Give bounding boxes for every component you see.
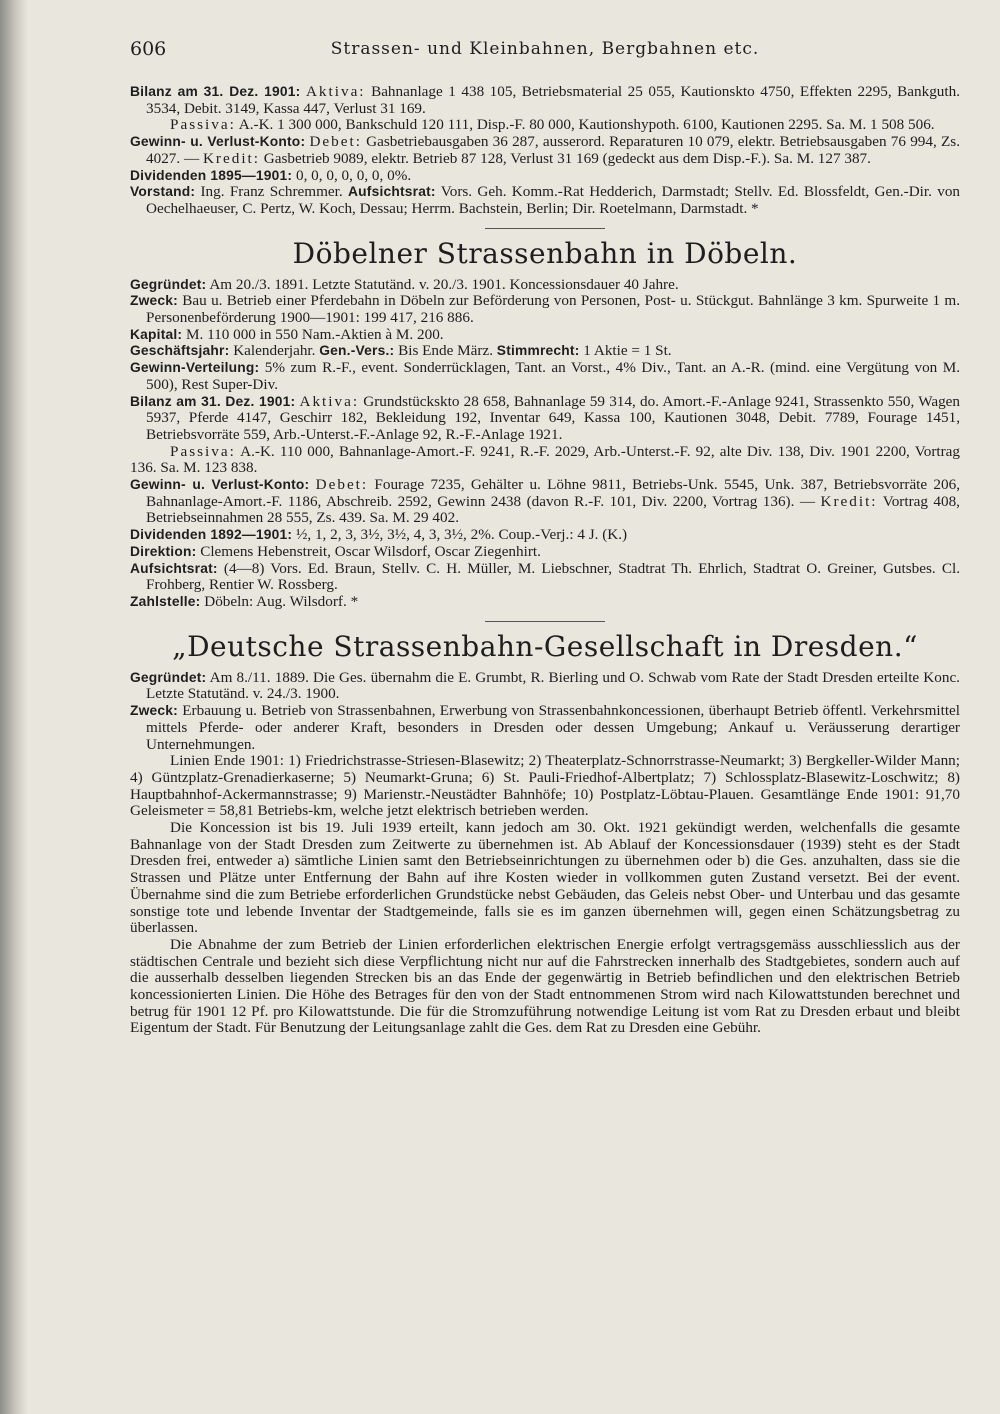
doebeln-gegruendet (130, 277, 960, 294)
prev-kredit-text: Gasbetrieb 9089, elektr. Betrieb 87 128, Verlust 31 169 (gedeckt aus dem Disp.-F.). Sa. M. 127 387. (263, 149, 871, 167)
doebeln-direktion-label: Direktion: (130, 543, 197, 559)
page-header (130, 38, 960, 66)
doebeln-aufsichtsrat (130, 561, 960, 594)
doebeln-direktion-text: Clemens Hebenstreit, Oscar Wilsdorf, Oscar Ziegenhirt. (200, 542, 541, 560)
section-divider (485, 228, 605, 229)
prev-aktiva-word: Aktiva: (305, 83, 366, 100)
doebeln-gegruendet-text: Am 20./3. 1891. Letzte Statutänd. v. 20./3. 1901. Koncessionsdauer 40 Jahre. (209, 275, 679, 293)
doebeln-dividenden (130, 527, 960, 544)
doebeln-zahl-text: Döbeln: Aug. Wilsdorf. * (204, 592, 359, 610)
doebeln-geschaeftsjahr (130, 343, 960, 360)
doebeln-zahl-label: Zahlstelle: (130, 593, 201, 609)
doebeln-zweck (130, 293, 960, 326)
prev-guv (130, 134, 960, 167)
doebeln-aktiva-word: Aktiva: (299, 392, 360, 410)
doebeln-kapital-label: Kapital: (130, 326, 183, 342)
doebeln-aktiva-text: Grundstückskto 28 658, Bahnanlage 59 314, do. Amort.-F.-Anlage 9241, Strassenkto 550, Wagen 5937, Pferde 4147, Geschirr 182, Bekleidung 192, Inventar 649, Kassa 100, Kautionen 3048, Debit. 7789, Fourage 1451, Betriebsvorräte 559, Arb.-Unterst.-F.-Anlage 92, R.-F.-Anlage 1921. (146, 392, 961, 443)
section-divider (485, 621, 605, 622)
dresden-koncession: Die Koncession ist bis 19. Juli 1939 erteilt, kann jedoch am 30. Okt. 1921 gekündigt werden, welchenfalls die gesamte Bahnanlage von der Stadt Dresden zum Zeitwerte zu übernehmen ist. Ab Ablauf der Koncessionsdauer (1939) steht es der Stadt Dresden frei, entweder a) sämtliche Linien samt den Betriebseinrichtungen zu übernehmen oder b) die Ges. anzuhalten, dass sie die Strassen und Plätze unter Entfernung der Bahn auf ihre Kosten wieder in vollkommen guten Zustand versetzt. Bei der event. Übernahme sind die zum Betriebe erforderlichen Grundstücke nebst Gebäuden, das Geleis nebst Ober- und Unterbau und das gesamte sonstige tote und lebende Inventar der Stadtgemeinde, falls sie es im ganzen übernehmen will, gegen einen Schätzungsbetrag zu überlassen. (130, 819, 960, 937)
doebeln-passiva (130, 444, 960, 477)
doebeln-passiva-text: A.-K. 110 000, Bahnanlage-Amort.-F. 9241, R.-F. 2029, Arb.-Unterst.-F. 92, alte Div. 138, Div. 1901 2200, Vortrag 136. Sa. M. 123 838. (130, 442, 960, 477)
dresden-abnahme: Die Abnahme der zum Betrieb der Linien erforderlichen elektrischen Energie erfolgt vertragsgemäss ausschliesslich aus der städtischen Centrale und bezieht sich diese Verpflichtung nicht nur auf die Fahrstrecken innerhalb des Stadtgebietes, sondern auch auf die ausserhalb desselben liegenden Strecken bis an das Ende der gegenwärtig in Betrieb befindlichen und den elektrischen Betrieb koncessionierten Linien. Die Höhe des Betrages für den von der Stadt entnommenen Strom wird nach Kilowattstunden berechnet und betrug für 1901 12 Pf. pro Kilowattstunde. Die für die Stromzuführung notwendige Leitung ist vom Rat zu Dresden erbaut und bleibt Eigentum der Stadt. Für Benutzung der Leitungsanlage zahlt die Ges. dem Rat zu Dresden eine Gebühr. (130, 935, 960, 1037)
doebeln-debet-word: Debet: (315, 476, 369, 494)
prev-vorstand-label: Vorstand: (130, 184, 196, 200)
doebeln-gv-label: Gen.-Vers.: (319, 343, 395, 359)
doebeln-gj-text: Kalenderjahr. (233, 342, 316, 360)
dresden-linien: Linien Ende 1901: 1) Friedrichstrasse-Striesen-Blasewitz; 2) Theaterplatz-Schnorrstrasse-Neumarkt; 3) Bergkeller-Wilder Mann; 4) Güntzplatz-Grenadierkaserne; 5) Neumarkt-Gruna; 6) St. Pauli-Friedhof-Albertplatz; 7) Schlossplatz-Blasewitz-Loschwitz; 8) Hauptbahnhof-Ackermannstrasse; 9) Marienstr.-Neustädter Bahnhöfe; 10) Postplatz-Löbtau-Plauen. Gesamtlänge Ende 1901: 91,70 Geleismeter = 58,81 Betriebs-km, welche jetzt elektrisch betrieben werden. (130, 752, 960, 820)
doebeln-zweck-label: Zweck: (130, 293, 178, 309)
doebeln-guv (130, 477, 960, 527)
dresden-zweck-text: Erbauung u. Betrieb von Strassenbahnen, Erwerbung von Strassenbahnkoncessionen, überhaupt Betrieb öffentl. Verkehrsmittel mittels Pferde- oder anderer Kraft, besonders in Dresden oder dessen Umgebung; Ankauf u. Veräusserung derartiger Unternehmungen. (146, 702, 961, 753)
doebeln-zahlstelle (130, 594, 960, 611)
prev-passiva (130, 117, 960, 134)
running-title: Strassen- und Kleinbahnen, Bergbahnen etc. (330, 39, 760, 59)
doebeln-aufsicht-text: (4—8) Vors. Ed. Braun, Stellv. C. H. Müller, M. Liebschner, Stadtrat Th. Ehrlich, Stadtrat O. Greiner, Gutsbes. Cl. Frohberg, Rentier W. Rossberg. (146, 559, 961, 594)
prev-debet-text: Gasbetriebausgaben 36 287, ausserord. Reparaturen 10 079, elektr. Betriebsausgaben 76 994, Zs. 4027. — (146, 133, 960, 167)
doebeln-zweck-text: Bau u. Betrieb einer Pferdebahn in Döbeln zur Beförderung von Personen, Post- u. Stückgut. Bahnlänge 3 km. Spurweite 1 m. Personenbeförderung 1900—1901: 199 417, 216 886. (146, 292, 960, 327)
prev-aktiva-text: Bahnanlage 1 438 105, Betriebsmaterial 25 055, Kautionskto 4750, Effekten 2295, Bankguth. 3534, Debit. 3149, Kassa 447, Verlust 31 169. (146, 83, 961, 117)
doebeln-gewinnverteilung (130, 360, 960, 393)
doebeln-gewinnvert-text: 5% zum R.-F., event. Sonderrücklagen, Tant. an Vorst., 4% Div., Tant. an A.-R. (mind. eine Vergütung von M. 500), Rest Super-Div. (146, 359, 961, 393)
doebeln-passiva-word: Passiva: (170, 442, 236, 460)
prev-dividenden (130, 168, 960, 185)
prev-vorstand-text: Ing. Franz Schremmer. (200, 183, 343, 201)
page-number: 606 (130, 38, 167, 60)
prev-bilanz-label: Bilanz am 31. Dez. 1901: (130, 84, 301, 99)
dresden-title: „Deutsche Strassenbahn-Gesellschaft in Dresden.“ (172, 629, 918, 663)
text-column (130, 84, 960, 1037)
doebeln-stimm-label: Stimmrecht: (496, 343, 580, 359)
prev-aufsicht-label: Aufsichtsrat: (347, 184, 436, 200)
prev-vorstand (130, 184, 960, 217)
doebeln-kapital (130, 327, 960, 344)
doebeln-bilanz (130, 394, 960, 444)
prev-passiva-word: Passiva: (170, 116, 236, 134)
prev-aufsicht-text: Vors. Geh. Komm.-Rat Hedderich, Darmstadt; Stellv. Ed. Blossfeldt, Gen.-Dir. von Oechelhaeuser, C. Pertz, W. Koch, Dessau; Herrm. Bachstein, Berlin; Dir. Roetelmann, Darmstadt. * (146, 183, 961, 217)
doebeln-kredit-text: Vortrag 408, Betriebseinnahmen 28 555, Zs. 439. Sa. M. 29 402. (146, 492, 960, 527)
prev-div-label: Dividenden 1895—1901: (130, 167, 293, 183)
dresden-zweck-label: Zweck: (130, 703, 178, 719)
prev-bilanz (130, 84, 960, 117)
doebeln-direktion (130, 544, 960, 561)
doebeln-kredit-word: Kredit: (820, 492, 878, 510)
doebeln-kapital-text: M. 110 000 in 550 Nam.-Aktien à M. 200. (186, 325, 444, 343)
doebeln-title: Döbelner Strassenbahn in Döbeln. (292, 236, 798, 270)
prev-div-text: 0, 0, 0, 0, 0, 0, 0%. (295, 166, 412, 184)
doebeln-debet-text: Fourage 7235, Gehälter u. Löhne 9811, Betriebs-Unk. 5545, Unk. 387, Betriebsvorräte 206, Bahnanlage-Amort.-F. 1186, Abschreib. 2592, Gewinn 2438 (davon R.-F. 101, Div. 2200, Vortrag 136). — (146, 476, 961, 510)
doebeln-gv-text: Bis Ende März. (398, 342, 493, 360)
page-spine-shadow (0, 0, 28, 1414)
prev-guv-label: Gewinn- u. Verlust-Konto: (130, 134, 306, 150)
doebeln-div-label: Dividenden 1892—1901: (130, 527, 293, 543)
doebeln-div-text: ½, 1, 2, 3, 3½, 3½, 4, 3, 3½, 2%. Coup.-Verj.: 4 J. (K.) (295, 526, 628, 544)
prev-passiva-text: A.-K. 1 300 000, Bankschuld 120 111, Disp.-F. 80 000, Kautionshypoth. 6100, Kautionen 2295. Sa. M. 1 508 506. (238, 116, 935, 134)
dresden-gegruendet-text: Am 8./11. 1889. Die Ges. übernahm die E. Grumbt, R. Bierling und O. Schwab vom Rate der Stadt Dresden erteilte Konc. Letzte Statutänd. v. 24./3. 1900. (146, 668, 960, 703)
dresden-zweck (130, 703, 960, 753)
doebeln-gegruendet-label: Gegründet: (130, 276, 207, 292)
prev-kredit-word: Kredit: (202, 149, 260, 167)
dresden-gegruendet-label: Gegründet: (130, 669, 207, 685)
doebeln-aufsicht-label: Aufsichtsrat: (130, 560, 218, 576)
doebeln-stimm-text: 1 Aktie = 1 St. (583, 342, 672, 360)
doebeln-bilanz-label: Bilanz am 31. Dez. 1901: (130, 393, 296, 409)
prev-debet-word: Debet: (309, 133, 362, 151)
doebeln-gewinnvert-label: Gewinn-Verteilung: (130, 360, 260, 376)
doebeln-gj-label: Geschäftsjahr: (130, 343, 230, 359)
doebeln-guv-label: Gewinn- u. Verlust-Konto: (130, 477, 310, 493)
dresden-gegruendet (130, 670, 960, 703)
